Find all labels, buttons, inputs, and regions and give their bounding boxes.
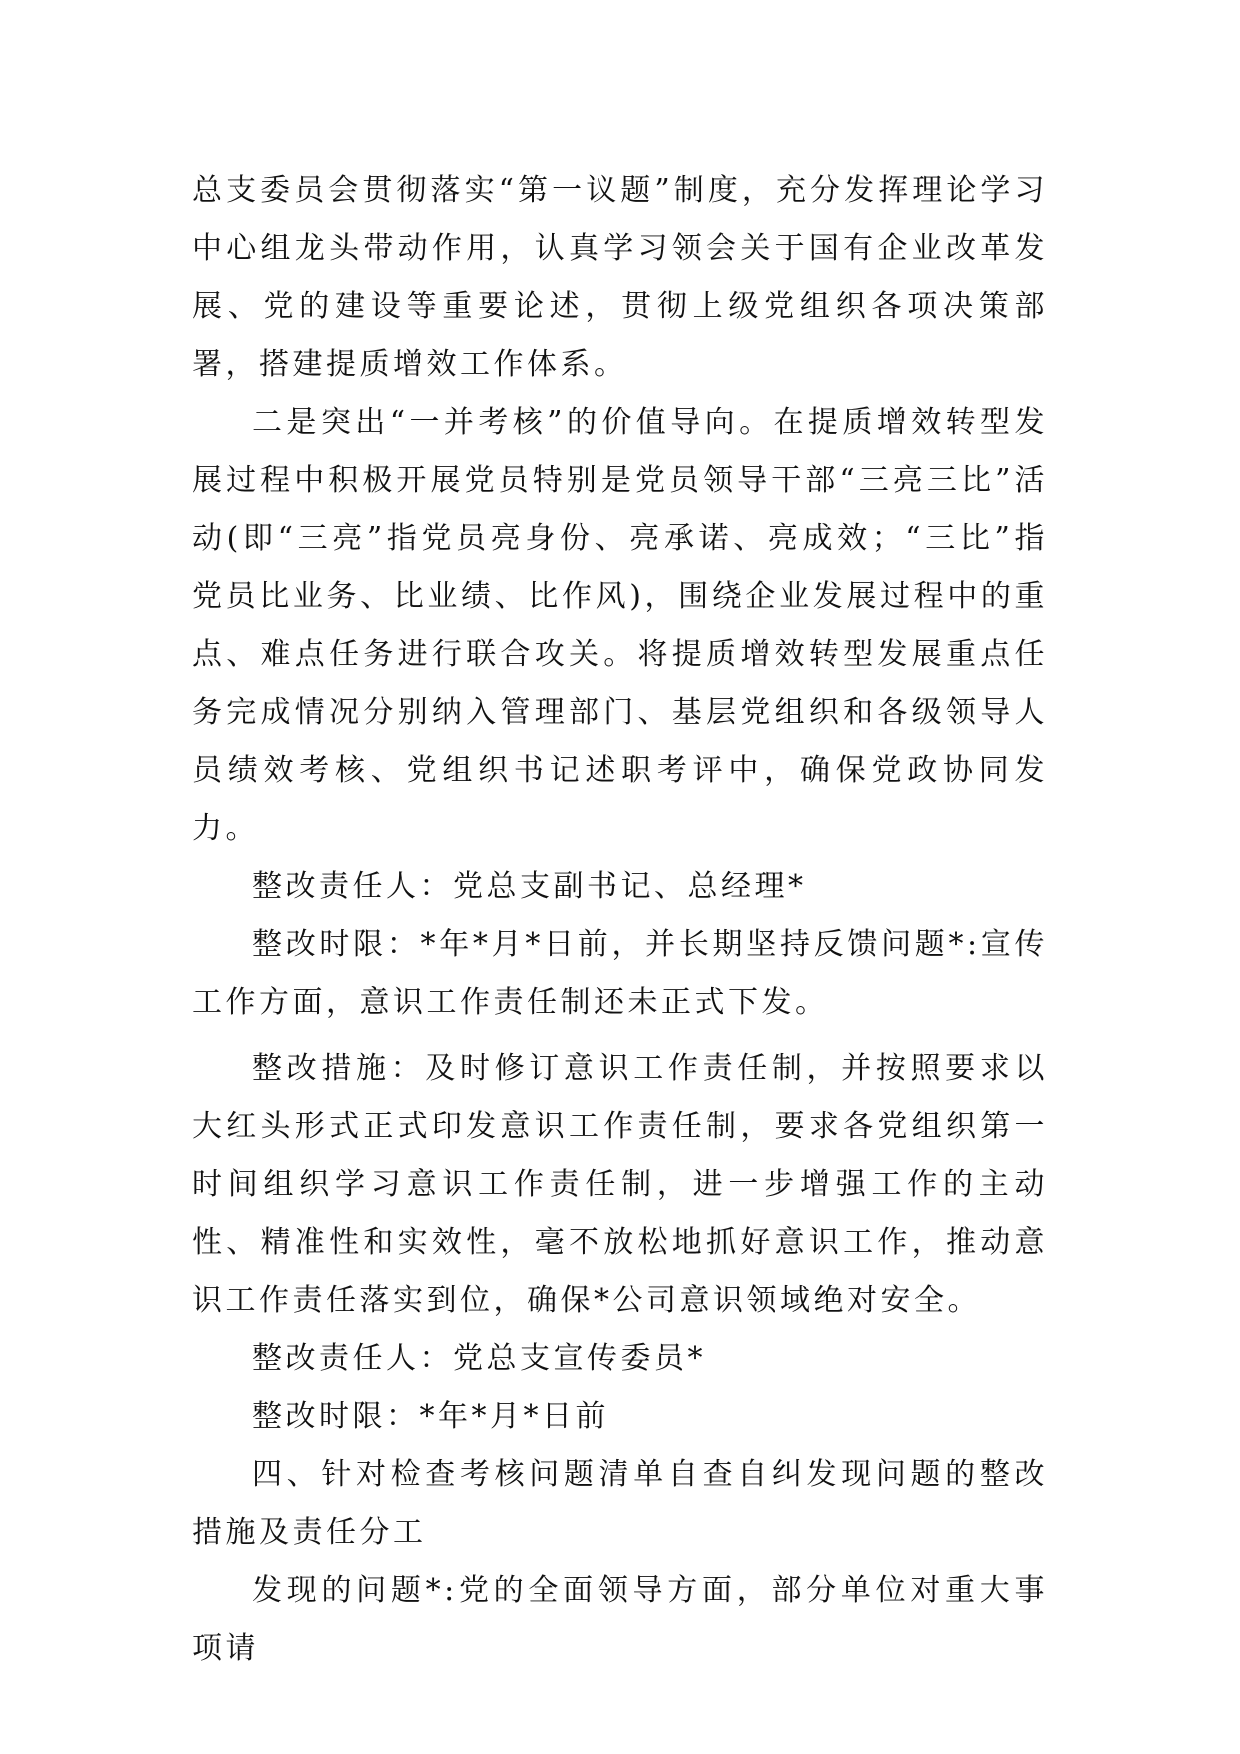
paragraph-rectification-measures: 整改措施：及时修订意识工作责任制，并按照要求以大红头形式正式印发意识工作责任制，要求各党组织第一时间组织学习意识工作责任制，进一步增强工作的主动性、精准性和实效性，毫不放松地抓好意识工作，推动意识工作责任落实到位，确保*公司意识领域绝对安全。 — [192, 1051, 1048, 1318]
paragraph-continuation: 总支委员会贯彻落实“第一议题”制度，充分发挥理论学习中心组龙头带动作用，认真学习领会关于国有企业改革发展、党的建设等重要论述，贯彻上级党组织各项决策部署，搭建提质增效工作体系。 — [192, 173, 1048, 382]
paragraph-rectification-deadline-1: 整改时限：*年*月*日前，并长期坚持反馈问题*:宣传工作方面，意识工作责任制还未正式下发。 — [192, 927, 1048, 1020]
paragraph-rectification-owner-2: 整改责任人：党总支宣传委员* — [252, 1341, 706, 1376]
paragraph-rectification-owner-1: 整改责任人：党总支副书记、总经理* — [252, 869, 807, 904]
document-body — [192, 162, 1048, 1678]
paragraph-rectification-deadline-2: 整改时限：*年*月*日前 — [252, 1399, 609, 1434]
paragraph-found-issue: 发现的问题*:党的全面领导方面，部分单位对重大事项请 — [192, 1573, 1048, 1666]
section-heading-four: 四、针对检查考核问题清单自查自纠发现问题的整改措施及责任分工 — [192, 1457, 1048, 1550]
paragraph-assessment-orientation: 二是突出“一并考核”的价值导向。在提质增效转型发展过程中积极开展党员特别是党员领导干部“三亮三比”活动(即“三亮”指党员亮身份、亮承诺、亮成效；“三比”指党员比业务、比业绩、比作风)，围绕企业发展过程中的重点、难点任务进行联合攻关。将提质增效转型发展重点任务完成情况分别纳入管理部门、基层党组织和各级领导人员绩效考核、党组织书记述职考评中，确保党政协同发力。 — [192, 405, 1048, 846]
